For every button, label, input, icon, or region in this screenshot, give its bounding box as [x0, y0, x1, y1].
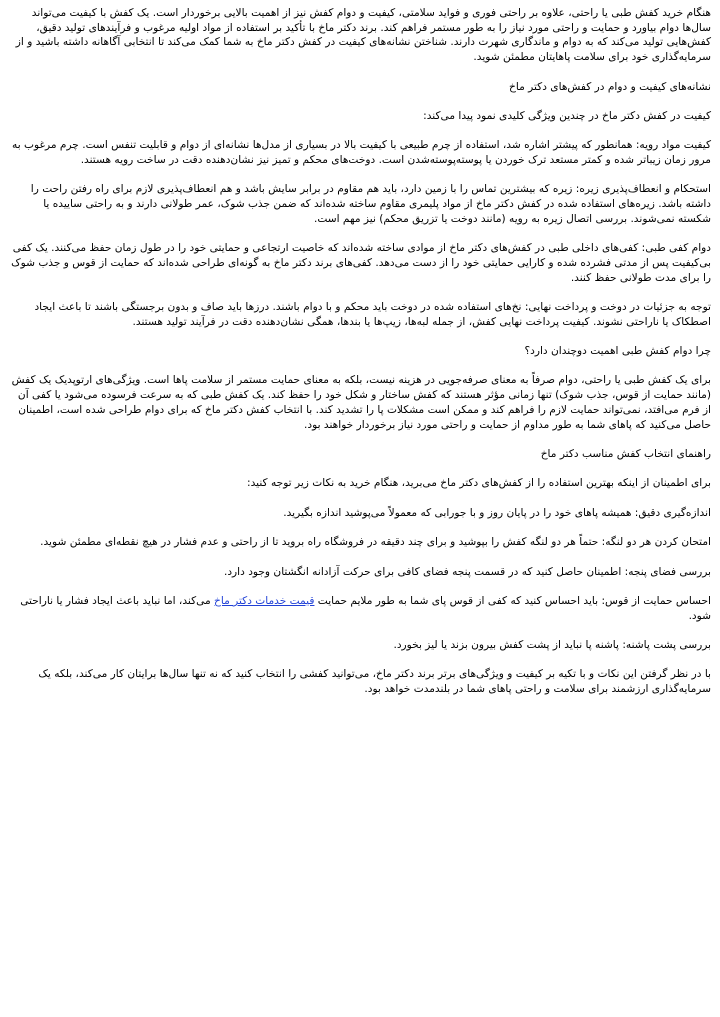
- services-price-link[interactable]: قیمت خدمات دکتر ماخ: [214, 594, 315, 607]
- stitching-details-paragraph: توجه به جزئیات در دوخت و پرداخت نهایی: نخ‌های استفاده شده در دوخت باید محکم و با دوام باشند. درزها باید صاف و بدون برجستگی باشند تا باعث ایجاد اصطکاک یا ناراحتی نشوند. کیفیت پرداخت نهایی کفش، از جمله لبه‌ها، زیپ‌ها یا بندها، همگی نشان‌دهنده دقت در فرآیند تولید هستند.: [34, 300, 711, 328]
- conclusion-paragraph: با در نظر گرفتن این نکات و با تکیه بر کیفیت و ویژگی‌های برتر برند دکتر ماخ، می‌توانید کفشی را انتخاب کنید که نه تنها سال‌ها برایتان کار می‌کند، بلکه یک سرمایه‌گذاری ارزشمند برای سلامت و راحتی پاهای شما در بلندمدت خواهد بود.: [38, 668, 711, 696]
- section-heading-buying-guide: راهنمای انتخاب کفش مناسب دکتر ماخ: [540, 447, 711, 460]
- durability-paragraph: برای یک کفش طبی یا راحتی، دوام صرفاً به معنای صرفه‌جویی در هزینه نیست، بلکه به معنای حمایت مستمر از سلامت پاها است. ویژگی‌های ارتوپدیک یک کفش (مانند حمایت از قوس، جذب شوک) تنها زمانی مؤثر هستند که کفش ساختار و شکل خود را حفظ کند. یک کفش طبی که به سرعت فرسوده می‌شود یا کفی آن از فرم می‌افتد، نمی‌تواند حمایت لازم را فراهم کند و ممکن است مشکلات پا را تشدید کند. با انتخاب کفش دکتر ماخ که برای دوام طراحی شده است، اطمینان حاصل می‌کنید که پاهای شما به طور مداوم از حمایت و راحتی مورد نیاز برخوردار خواهند بود.: [11, 374, 711, 431]
- article-body: [7, 6, 711, 711]
- tip-try-both: امتحان کردن هر دو لنگه: حتماً هر دو لنگه کفش را بپوشید و برای چند دقیقه در فروشگاه راه بروید تا از راحتی و عدم فشار در هیچ نقطه‌ای مطمئن شوید.: [40, 536, 711, 549]
- arch-support-text-after: می‌کند، اما نباید باعث ایجاد فشار یا ناراحتی شود.: [20, 594, 711, 622]
- section-heading-why-durability: چرا دوام کفش طبی اهمیت دوچندان دارد؟: [524, 345, 711, 358]
- arch-support-text-before: احساس حمایت از قوس: باید احساس کنید که کفی از قوس پای شما به طور ملایم حمایت: [314, 594, 711, 607]
- upper-material-paragraph: کیفیت مواد رویه: همانطور که پیشتر اشاره شد، استفاده از چرم طبیعی با کیفیت بالا در بسیاری از مدل‌ها نشانه‌ای از دوام و قابلیت تنفس است. چرم مرغوب به مرور زمان زیباتر شده و کمتر مستعد ترک خوردن یا پوسته‌پوسته‌شدن است. دوخت‌های محکم و تمیز نیز نشان‌دهنده دقت در ساخت رویه هستند.: [12, 139, 711, 166]
- tip-measurement: اندازه‌گیری دقیق: همیشه پاهای خود را در پایان روز و با جورابی که معمولاً می‌پوشید اندازه بگیرید.: [283, 506, 711, 519]
- buying-guide-lead-paragraph: برای اطمینان از اینکه بهترین استفاده را از کفش‌های دکتر ماخ می‌برید، هنگام خرید به نکات زیر توجه کنید:: [247, 477, 711, 490]
- quality-lead-paragraph: کیفیت در کفش دکتر ماخ در چندین ویژگی کلیدی نمود پیدا می‌کند:: [423, 109, 711, 122]
- tip-toe-room: بررسی فضای پنجه: اطمینان حاصل کنید که در قسمت پنجه فضای کافی برای حرکت آزادانه انگشتان وجود دارد.: [223, 565, 711, 578]
- section-heading-quality-signs: نشانه‌های کیفیت و دوام در کفش‌های دکتر ماخ: [509, 80, 711, 93]
- insole-durability-paragraph: دوام کفی طبی: کفی‌های داخلی طبی در کفش‌های دکتر ماخ از موادی ساخته شده‌اند که خاصیت ارتجاعی و حمایتی خود را در طول زمان حفظ می‌کنند. یک کفی بی‌کیفیت پس از مدتی فشرده شده و کارایی حمایتی خود را از دست می‌دهد. کفی‌های برند دکتر ماخ به گونه‌ای طراحی شده‌اند که حمایت از قوس و جذب شوک را برای مدت طولانی حفظ کنند.: [11, 242, 711, 284]
- sole-strength-paragraph: استحکام و انعطاف‌پذیری زیره: زیره که بیشترین تماس را با زمین دارد، باید هم مقاوم در برابر سایش باشد و هم انعطاف‌پذیری لازم برای راه رفتن راحت را داشته باشد. زیره‌های استفاده شده در کفش دکتر ماخ از مواد پلیمری مقاوم ساخته شده‌اند که ضمن جذب شوک، عمر طولانی دارند و به راحتی ساییده یا شکسته نمی‌شوند. بررسی اتصال زیره به رویه (مانند دوخت یا تزریق محکم) نیز مهم است.: [30, 183, 711, 225]
- tip-arch-support: [7, 594, 711, 623]
- intro-paragraph: هنگام خرید کفش طبی یا راحتی، علاوه بر راحتی فوری و فواید سلامتی، کیفیت و دوام کفش نیز از اهمیت بالایی برخوردار است. یک کفش با کیفیت می‌تواند سال‌ها دوام بیاورد و حمایت و راحتی مورد نیاز را به طور مستمر فراهم کند. برند دکتر ماخ با تأکید بر استفاده از مواد اولیه مرغوب و فرآیندهای تولید دقیق، کفش‌هایی تولید می‌کند که به دوام و ماندگاری شهرت دارند. شناختن نشانه‌های کیفیت در کفش دکتر ماخ به شما کمک می‌کند تا انتخابی آگاهانه داشته باشید و از سرمایه‌گذاری خود برای سلامت پاهایتان مطمئن شوید.: [15, 7, 711, 64]
- tip-heel-check: بررسی پشت پاشنه: پاشنه پا نباید از پشت کفش بیرون بزند یا لیز بخورد.: [393, 639, 711, 651]
